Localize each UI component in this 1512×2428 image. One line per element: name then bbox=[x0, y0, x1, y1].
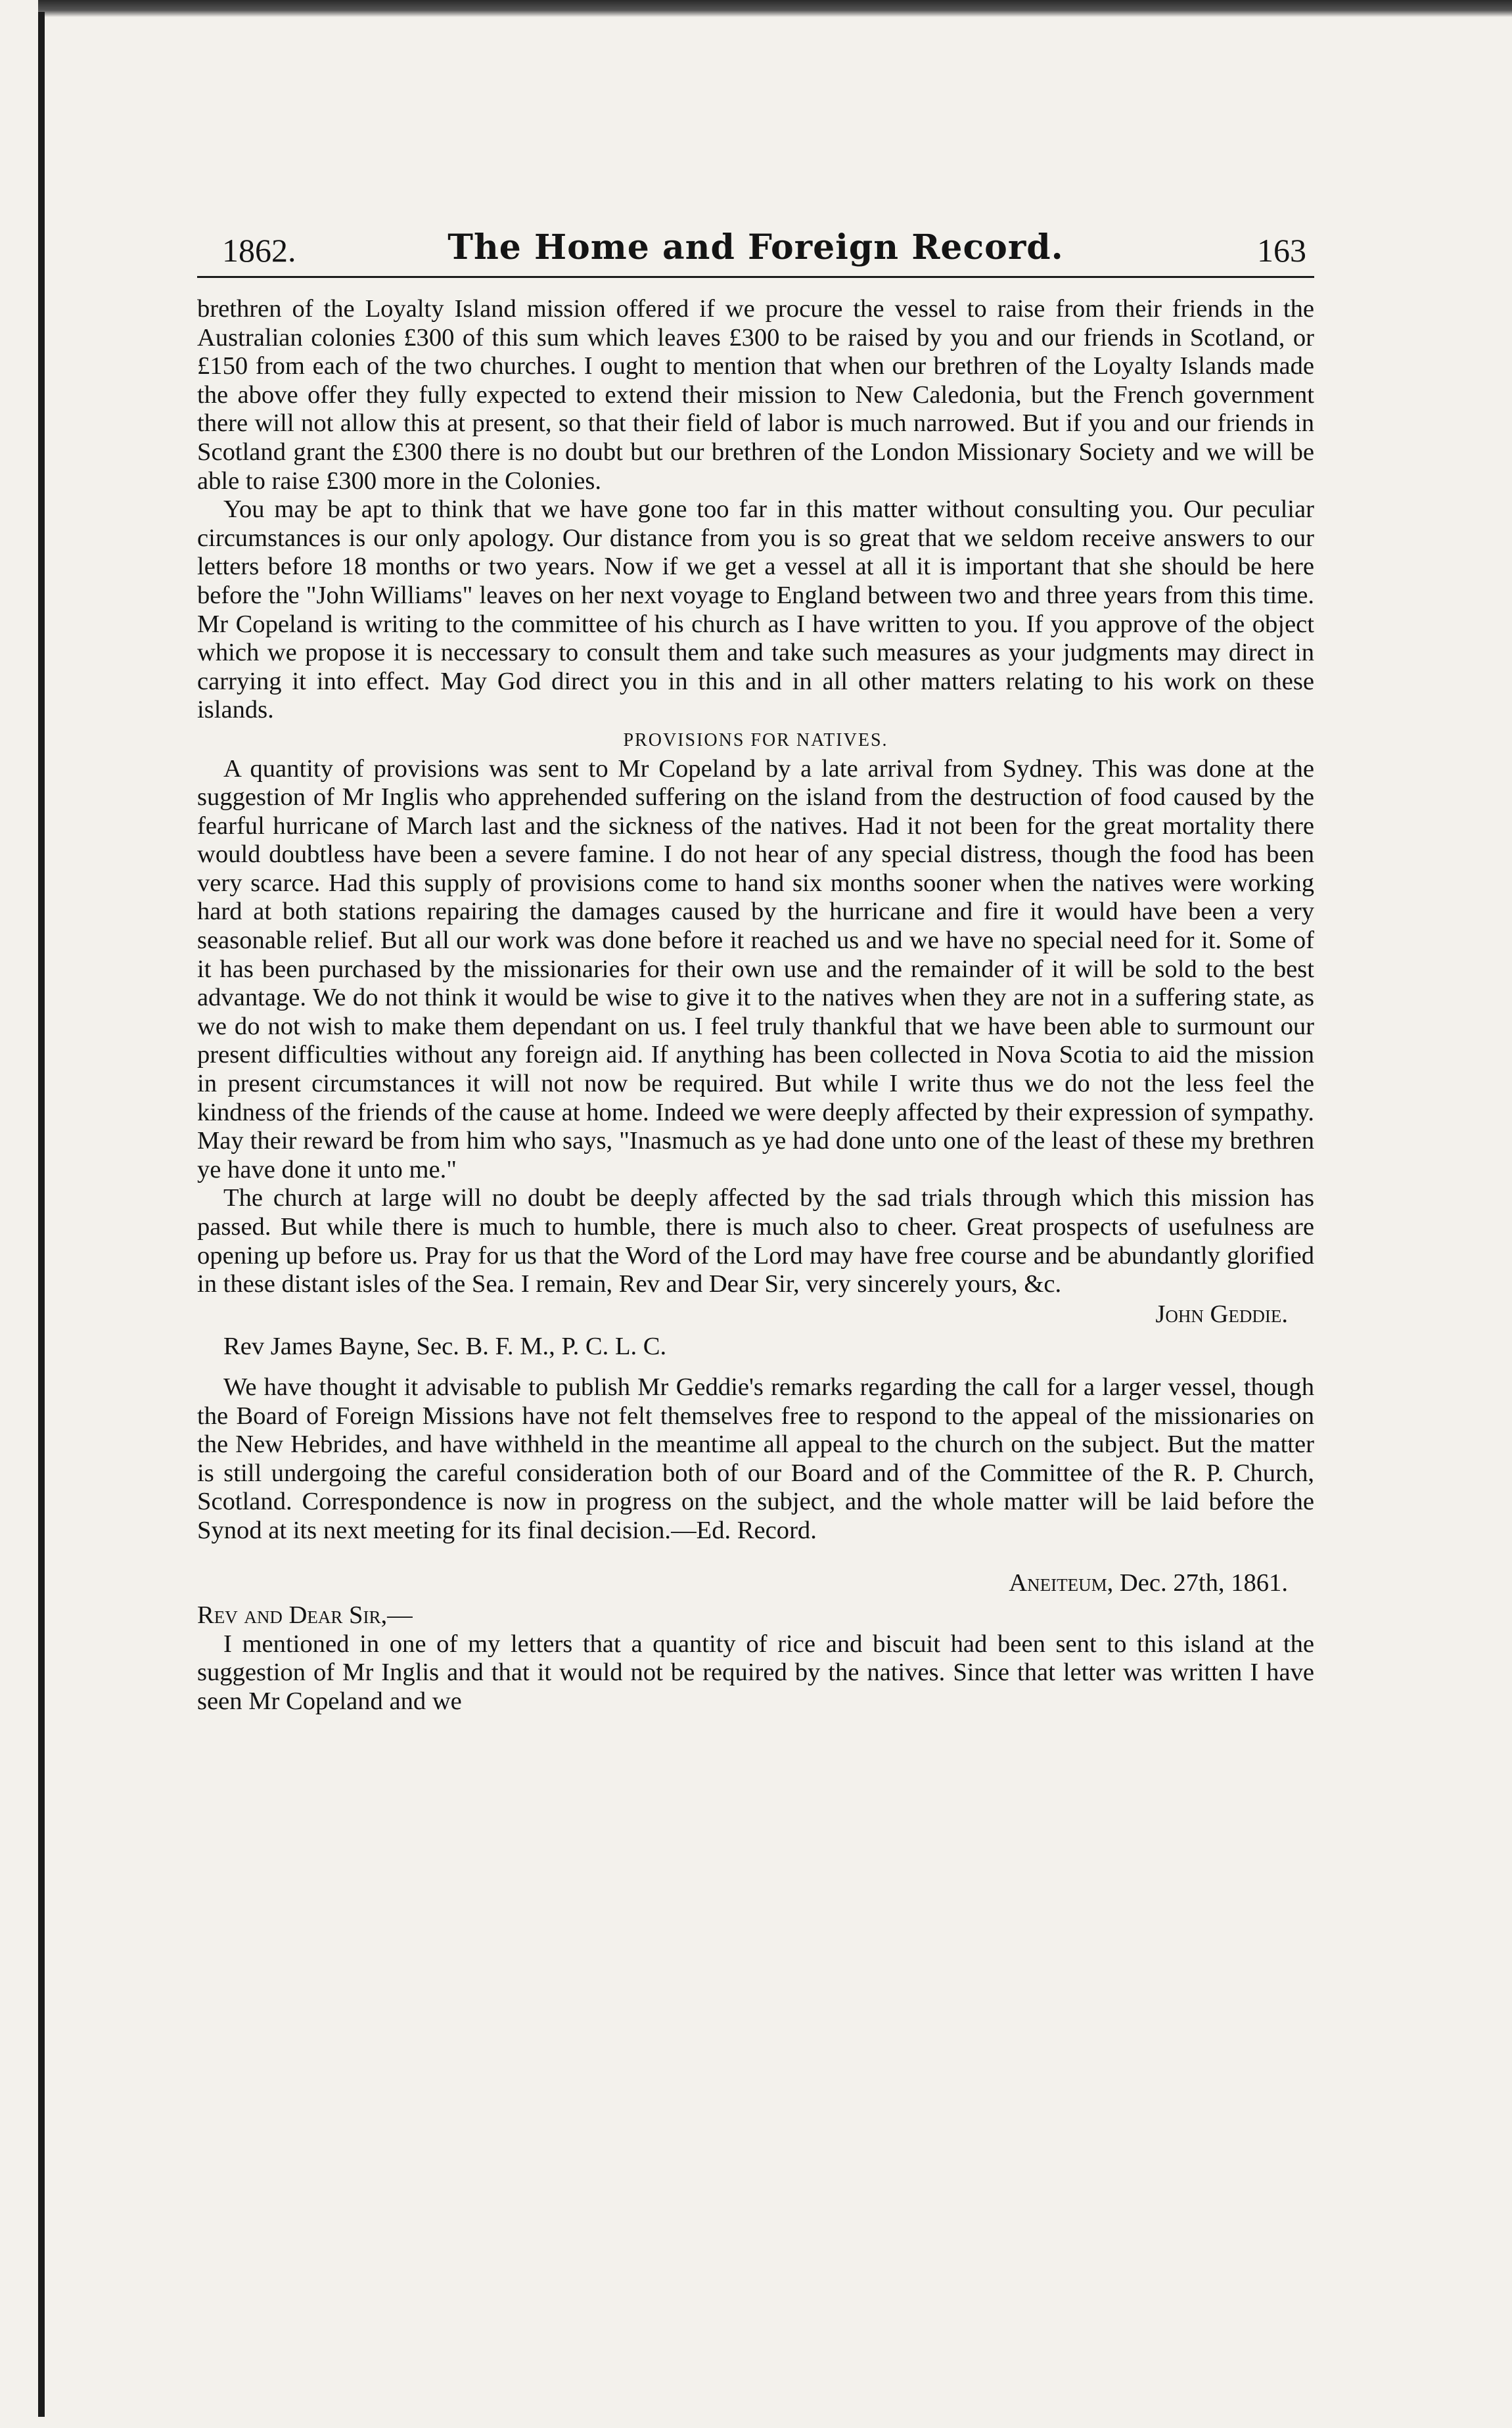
addressee: Rev James Bayne, Sec. B. F. M., P. C. L. C. bbox=[223, 1333, 667, 1361]
provisions-paragraph-2: The church at large will no doubt be deeply affected by the sad trials through which this mission has passed. But while there is much to humble, there is much also to cheer. Great prospects of usefulness are opening up before us. Pray for us that the Word of the Lord may have free course and be abundantly glorified in these distant isles of the Sea. I remain, Rev and Dear Sir, very sincerely yours, &c. bbox=[197, 1184, 1314, 1298]
paragraph-2: You may be apt to think that we have gone too far in this matter without consulting you. Our peculiar circumstances is our only apology. Our distance from you is so great that we seldom receive answers to our letters before 18 months or two years. Now if we get a vessel at all it is important that she should be here before the "John Williams" leaves on her next voyage to England between two and three years from this time. Mr Copeland is writing to the committee of his church as I have written to you. If you approve of the object which we propose it is neccessary to consult them and take such measures as your judgments may direct in carrying it into effect. May God direct you in this and in all other matters relating to his work on these islands. bbox=[197, 495, 1314, 724]
provisions-paragraph-1: A quantity of provisions was sent to Mr Copeland by a late arrival from Sydney. This was done at the suggestion of Mr Inglis who apprehended suffering on the island from the destruction of food caused by the fearful hurricane of March last and the sickness of the natives. Had it not been for the great mortality there would doubtless have been a severe famine. I do not hear of any special distress, though the food has been very scarce. Had this supply of provisions come to hand six months sooner when the natives were working hard at both stations repairing the damages caused by the hurricane and fire it would have been a very seasonable relief. But all our work was done before it reached us and we have no special need for it. Some of it has been purchased by the missionaries for their own use and the remainder of it will be sold to the best advantage. We do not think it would be wise to give it to the natives when they are not in a suffering state, as we do not wish to make them dependant on us. I feel truly thankful that we have been able to surmount our present difficulties without any foreign aid. If anything has been collected in Nova Scotia to aid the mission in present circumstances it will not now be required. But while I write thus we do not the less feel the kindness of the friends of the cause at home. Indeed we were deeply affected by their expression of sympathy. May their reward be from him who says, "Inasmuch as ye had done unto one of the least of these my brethren ye have done it unto me." bbox=[197, 754, 1314, 1183]
last-paragraph: I mentioned in one of my letters that a quantity of rice and biscuit had been sent to this island at the suggestion of Mr Inglis and that it would not be required by the natives. Since that letter was written I have seen Mr Copeland and we bbox=[197, 1630, 1314, 1715]
scan-top-border bbox=[0, 0, 1512, 17]
scan-binding-edge bbox=[38, 12, 45, 2417]
salutation: Rev and Dear Sir,— bbox=[197, 1601, 413, 1630]
dateline bbox=[197, 1569, 1288, 1598]
dateline-place: Aneiteum, bbox=[1009, 1569, 1114, 1597]
scan-margin bbox=[0, 0, 38, 2428]
dateline-date: Dec. 27th, 1861. bbox=[1119, 1569, 1288, 1597]
document-page bbox=[197, 217, 1314, 1716]
running-header bbox=[197, 217, 1314, 278]
paragraph-1: brethren of the Loyalty Island mission offered if we procure the vessel to raise from their friends in the Australian colonies £300 of this sum which leaves £300 to be raised by you and our friends in Scotland, or £150 from each of the two churches. I ought to mention that when our brethren of the Loyalty Islands made the above offer they fully expected to extend their mission to New Caledonia, but the French government there will not allow this at present, so that their field of labor is much narrowed. But if you and our friends in Scotland grant the £300 there is no doubt but our brethren of the London Missionary Society and we will be able to raise £300 more in the Colonies. bbox=[197, 295, 1314, 495]
page-number: 163 bbox=[1257, 232, 1306, 269]
signature: John Geddie. bbox=[1155, 1300, 1288, 1328]
article-body bbox=[197, 295, 1314, 1716]
journal-title: The Home and Foreign Record. bbox=[447, 227, 1064, 267]
section-heading: PROVISIONS FOR NATIVES. bbox=[623, 729, 888, 750]
editor-note: We have thought it advisable to publish Mr Geddie's remarks regarding the call for a larger vessel, though the Board of Foreign Missions have not felt themselves free to respond to the appeal of the missionaries on the New Hebrides, and have withheld in the meantime all appeal to the church on the subject. But the matter is still undergoing the careful consideration both of our Board and of the Committee of the R. P. Church, Scotland. Correspondence is now in progress on the subject, and the whole matter will be laid before the Synod at its next meeting for its final decision.—Ed. Record. bbox=[197, 1373, 1314, 1544]
header-year: 1862. bbox=[222, 232, 296, 269]
